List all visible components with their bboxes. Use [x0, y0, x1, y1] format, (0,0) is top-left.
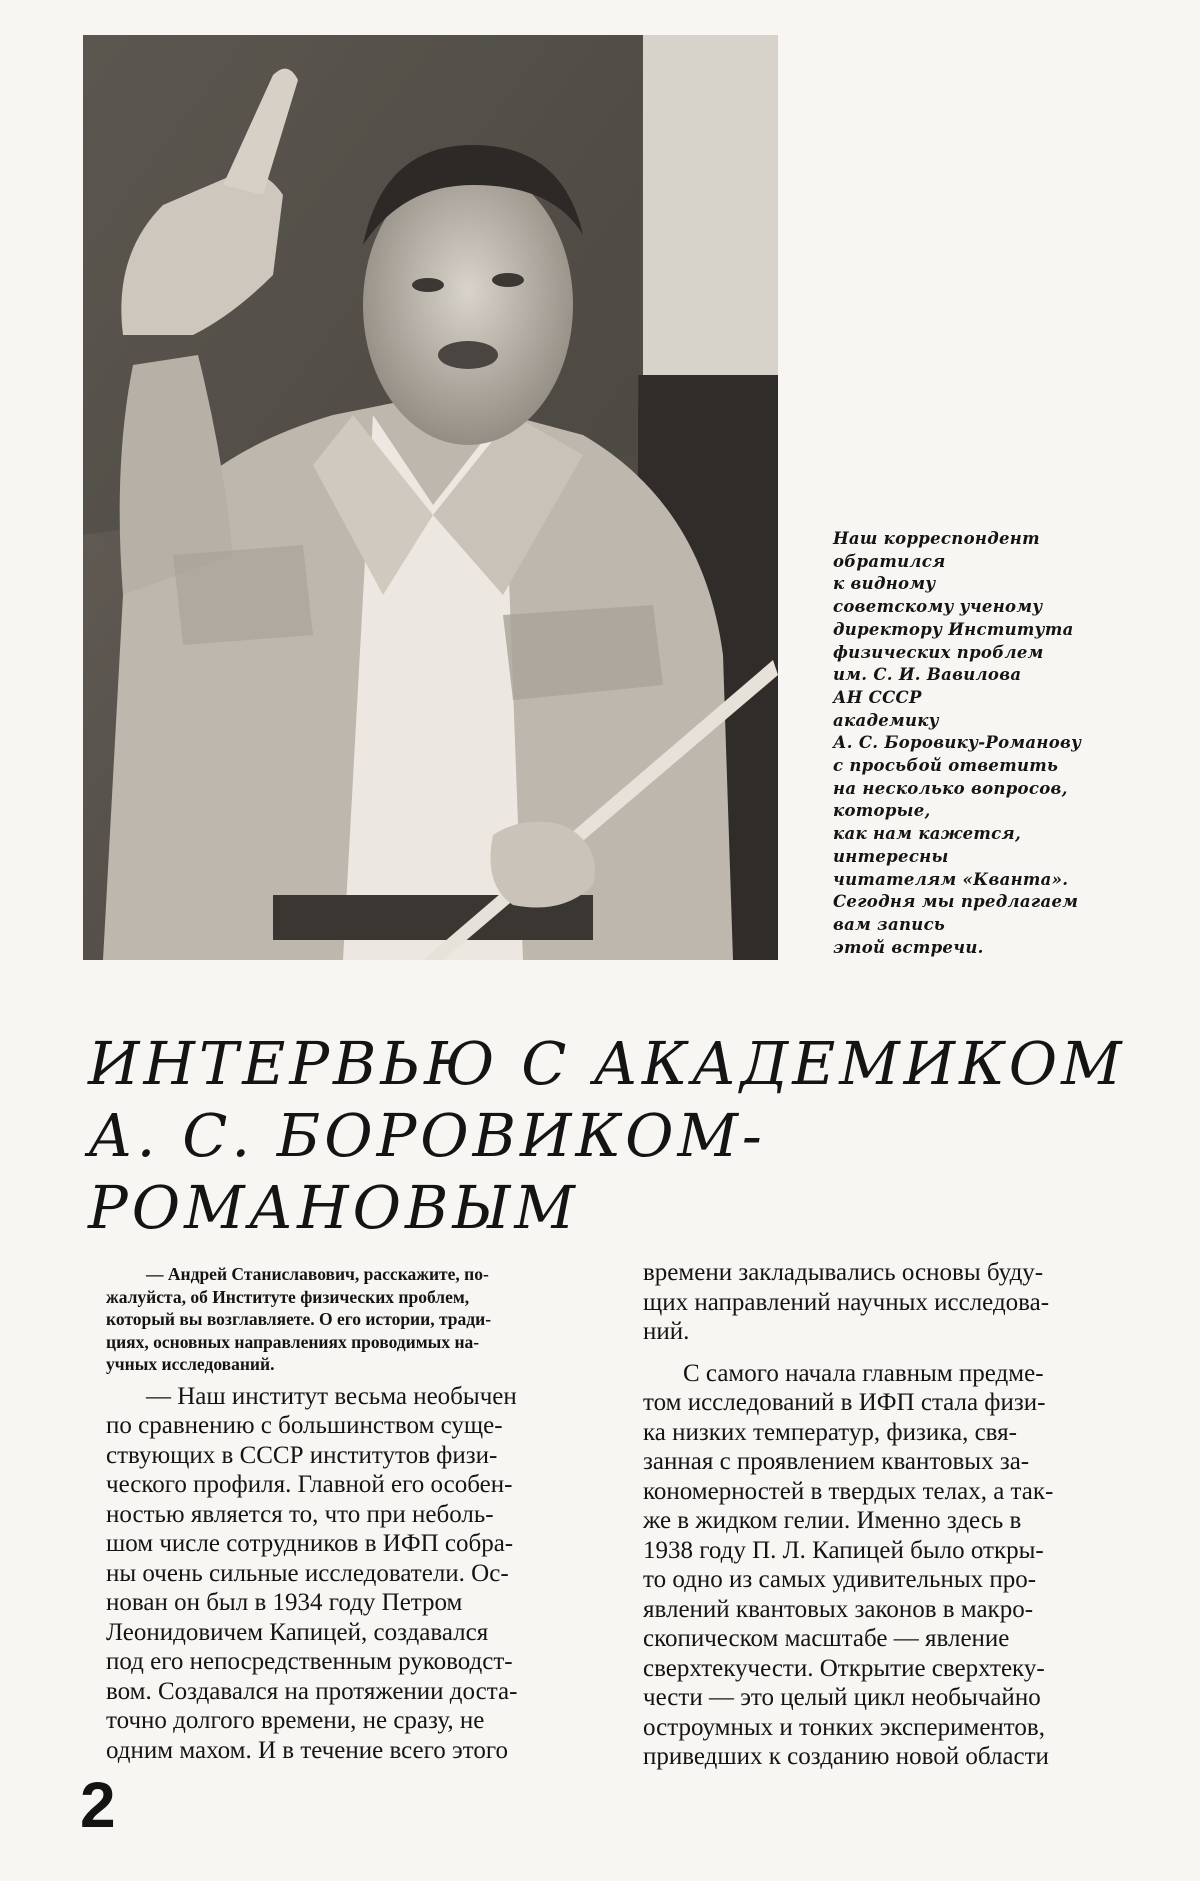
intro-line: с просьбой ответить	[833, 756, 1059, 776]
title-line: А. С. БОРОВИКОМ-	[88, 1101, 766, 1170]
intro-line: этой встречи.	[833, 937, 984, 957]
intro-line: Наш корреспондент	[833, 529, 1040, 548]
intro-line: на несколько вопросов,	[833, 778, 1068, 798]
question-line: — Андрей Станиславович, расскажите, по-	[146, 1264, 489, 1284]
answer-line: времени закладывались основы буду-	[643, 1259, 1044, 1286]
intro-line: академику	[833, 710, 939, 730]
intro-line: физических проблем	[833, 642, 1044, 662]
answer-line: явлений квантовых законов в макро-	[643, 1595, 1034, 1623]
title-line: ИНТЕРВЬЮ С АКАДЕМИКОМ	[88, 1029, 1126, 1098]
answer-line: приведших к созданию новой области	[643, 1743, 1049, 1770]
answer-line: ка низких температур, физика, свя-	[643, 1418, 1017, 1446]
answer-line: ностью является то, что при неболь-	[106, 1500, 494, 1528]
answer-line: сверхтекучести. Открытие сверхтеку-	[643, 1654, 1045, 1682]
answer-line: ствующих в СССР институтов физи-	[106, 1441, 498, 1469]
answer-line: том исследований в ИФП стала физи-	[643, 1389, 1046, 1416]
page-number: 2	[80, 1769, 116, 1841]
answer-line: С самого начала главным предме-	[683, 1359, 1044, 1387]
answer-line: же в жидком гелии. Именно здесь в	[643, 1507, 1022, 1534]
answer-line: нован он был в 1934 году Петром	[106, 1589, 463, 1616]
answer-line: ческого профиля. Главной его особен-	[106, 1471, 513, 1498]
question-line: учных исследований.	[106, 1354, 275, 1374]
question-line: циях, основных направлениях проводимых на-	[106, 1331, 480, 1352]
answer-line: точно долгого времени, не сразу, не	[106, 1707, 485, 1734]
intro-line: им. С. И. Вавилова	[833, 665, 1022, 685]
intro-line: АН СССР	[833, 687, 922, 707]
answer-left	[106, 1382, 606, 1766]
answer-line: — Наш институт весьма необычен	[146, 1382, 517, 1410]
answer-right-paragraph-2	[643, 1359, 1158, 1772]
intro-line: советскому ученому	[833, 597, 1043, 617]
intro-line: к видному	[833, 574, 936, 594]
left-column	[106, 1263, 606, 1765]
answer-right-paragraph-1	[643, 1258, 1158, 1347]
answer-line: шом числе сотрудников в ИФП собра-	[106, 1530, 514, 1557]
answer-line: занная с проявлением квантовых за-	[643, 1448, 1030, 1475]
right-column	[643, 1258, 1158, 1772]
answer-line: под его непосредственным руководст-	[106, 1648, 513, 1675]
question-line: который вы возглавляете. О его истории, тради-	[106, 1309, 492, 1329]
answer-line: ны очень сильные исследователи. Ос-	[106, 1559, 509, 1587]
article-title	[88, 1028, 1148, 1244]
answer-line: щих направлений научных исследова-	[643, 1288, 1050, 1316]
answer-line: ний.	[643, 1318, 690, 1345]
intro-line: читателям «Кванта».	[833, 869, 1069, 889]
intro-line: как нам кажется,	[833, 824, 1021, 844]
intro-line: вам запись	[833, 914, 946, 934]
intro-line: А. С. Боровику-Романову	[833, 733, 1082, 753]
answer-line: остроумных и тонких экспериментов,	[643, 1713, 1045, 1741]
intro-caption	[833, 528, 1163, 959]
title-line: РОМАНОВЫМ	[88, 1173, 579, 1242]
answer-line: по сравнению с большинством суще-	[106, 1412, 503, 1439]
answer-line: Леонидовичем Капицей, создавался	[106, 1618, 489, 1646]
intro-line: директору Института	[833, 619, 1074, 639]
answer-line: одним махом. И в течение всего этого	[106, 1736, 508, 1764]
answer-line: вом. Создавался на протяжении доста-	[106, 1677, 518, 1705]
interview-question	[106, 1263, 606, 1376]
intro-line: Сегодня мы предлагаем	[833, 892, 1079, 912]
question-line: жалуйста, об Институте физических проблем,	[106, 1286, 470, 1307]
portrait-illustration	[83, 35, 778, 960]
answer-line: 1938 году П. Л. Капицей было откры-	[643, 1536, 1044, 1564]
intro-line: обратился	[833, 551, 946, 571]
portrait-photo	[83, 35, 778, 960]
intro-line: интересны	[833, 846, 949, 866]
answer-line: чести — это целый цикл необычайно	[643, 1684, 1041, 1711]
answer-line: скопическом масштабе — явление	[643, 1625, 1010, 1652]
intro-line: которые,	[833, 801, 931, 821]
answer-line: то одно из самых удивительных про-	[643, 1566, 1037, 1593]
answer-line: кономерностей в твердых телах, а так-	[643, 1477, 1054, 1505]
